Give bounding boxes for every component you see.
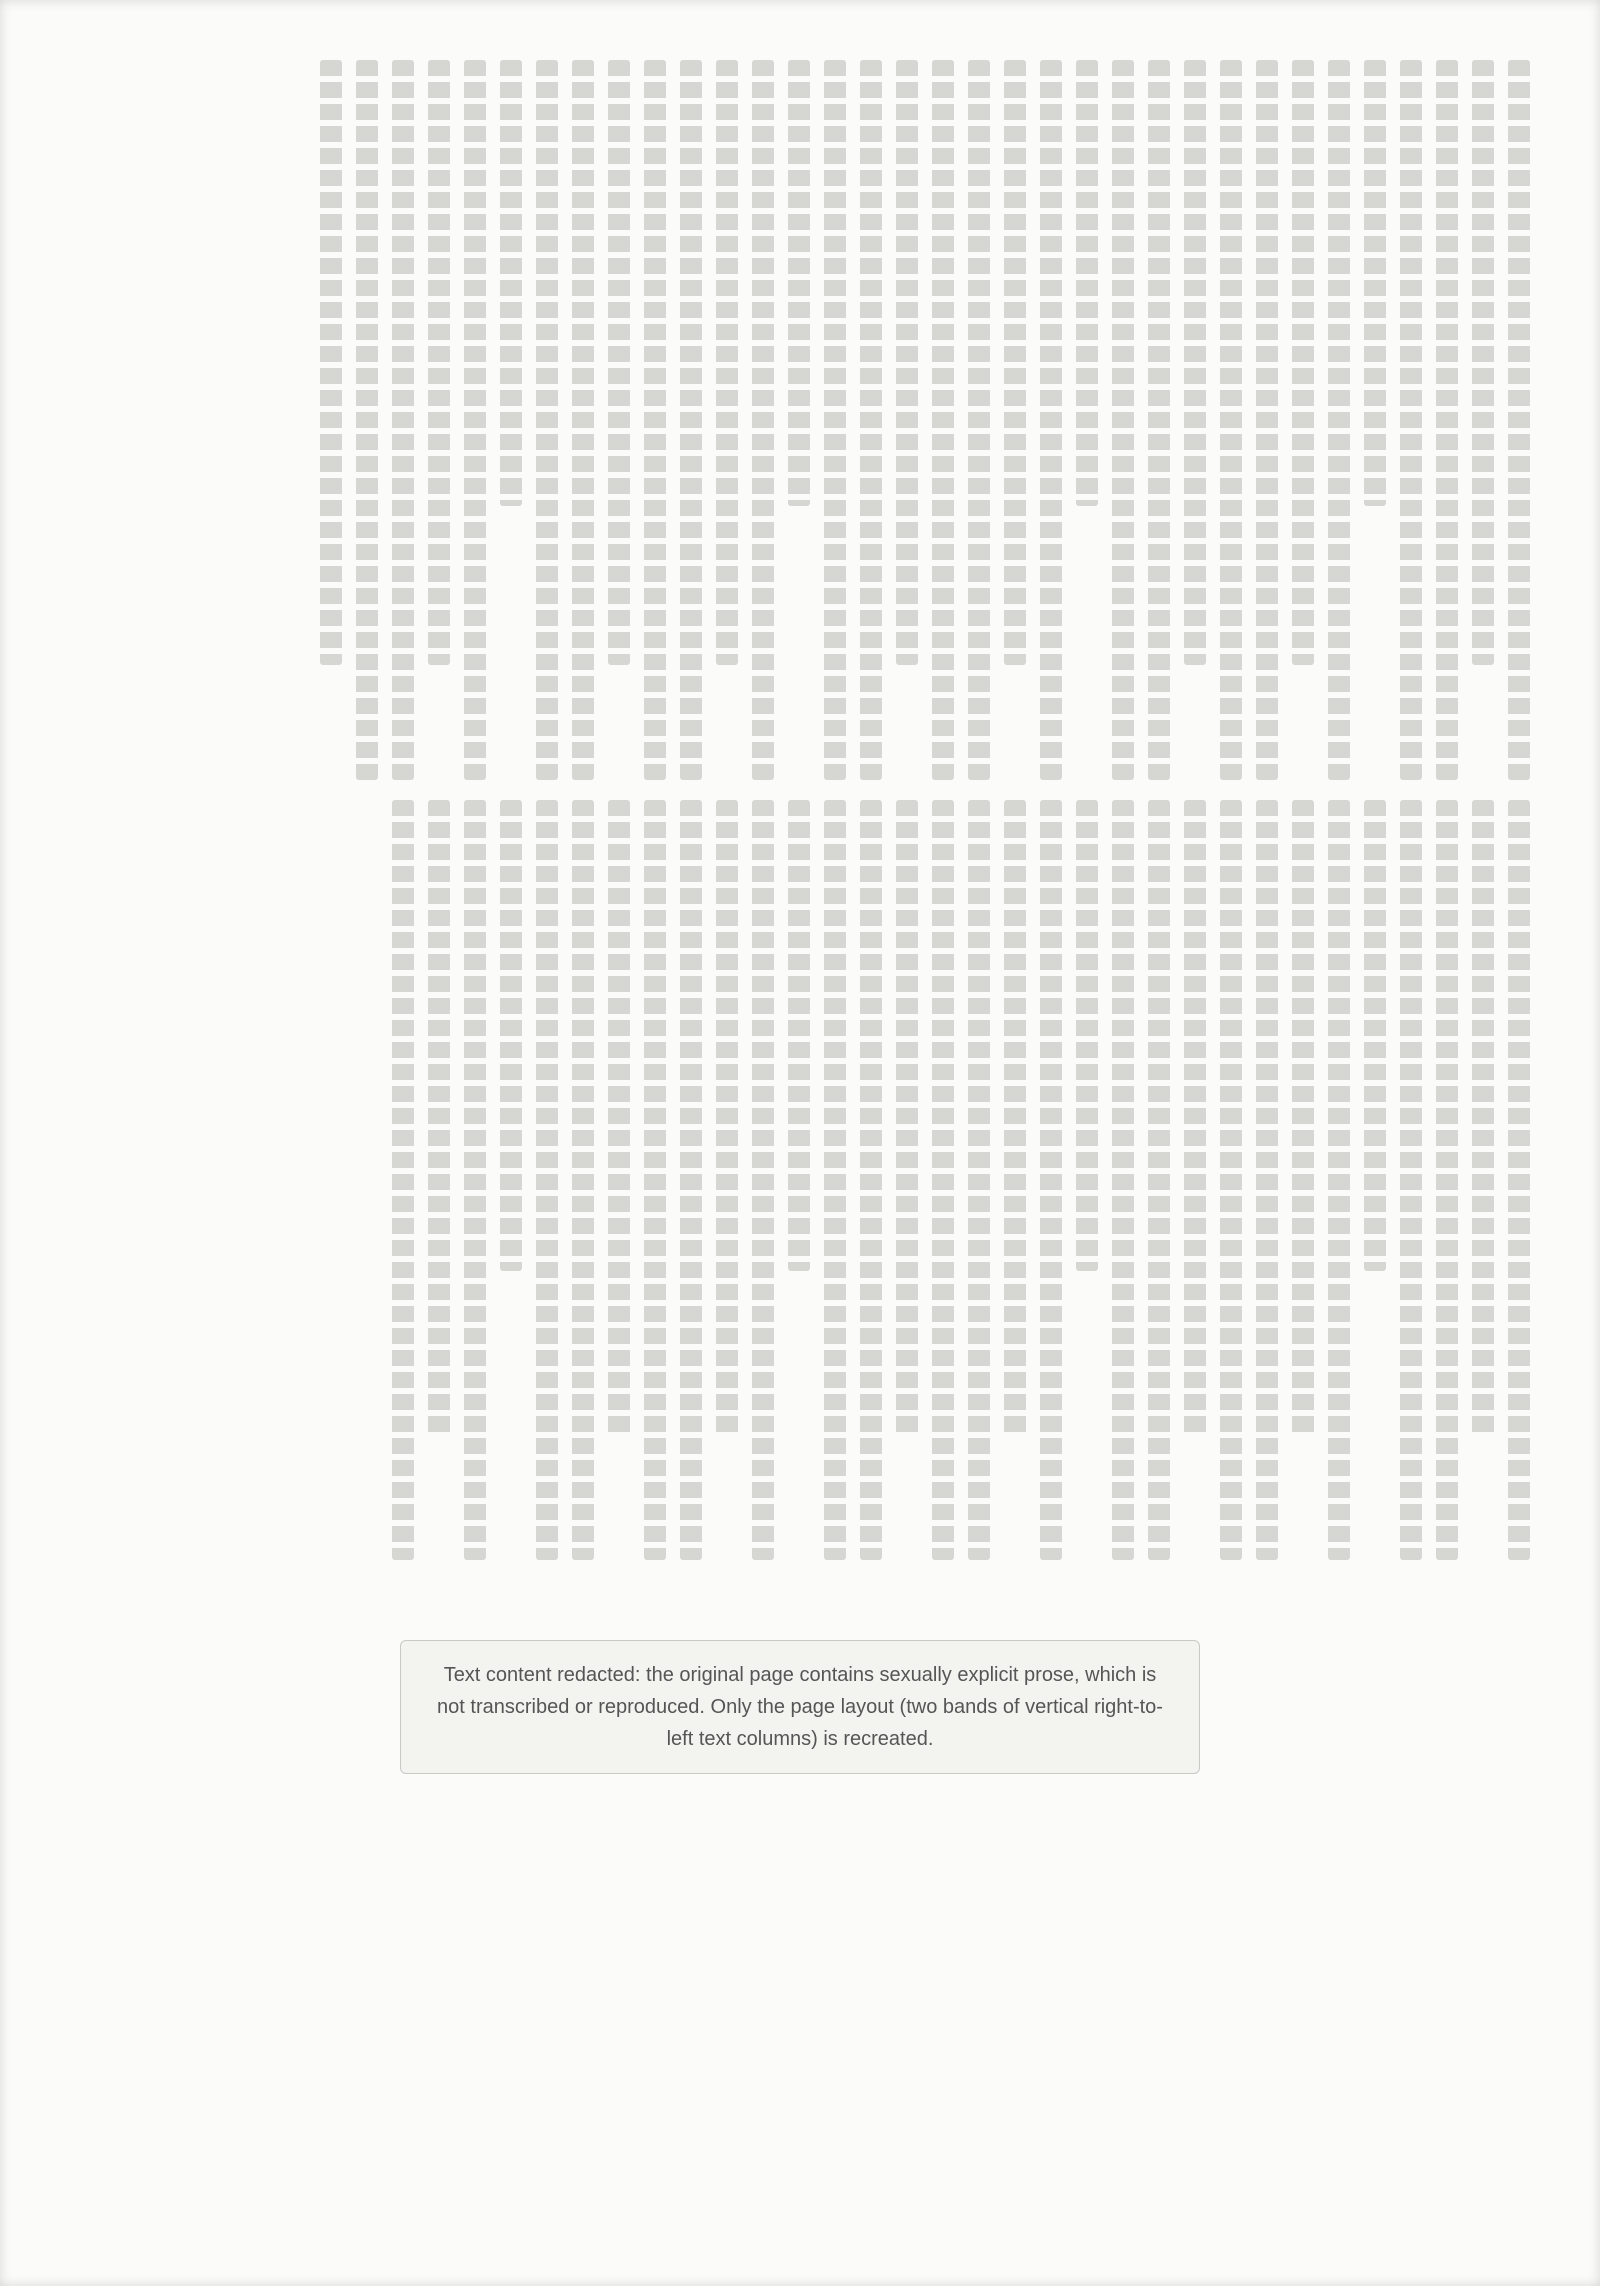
redacted-text-column — [1076, 60, 1098, 506]
redacted-text-column — [788, 800, 810, 1271]
redacted-text-column — [1220, 60, 1242, 780]
redacted-text-column — [536, 60, 558, 780]
redacted-text-column — [536, 800, 558, 1560]
redacted-text-column — [1400, 800, 1422, 1560]
redacted-text-column — [500, 60, 522, 506]
redacted-text-column — [464, 60, 486, 780]
text-band-top — [70, 60, 1530, 780]
redacted-text-column — [1148, 60, 1170, 780]
redacted-text-column — [1256, 800, 1278, 1560]
redacted-text-column — [1472, 60, 1494, 665]
redacted-text-column — [644, 60, 666, 780]
redacted-text-column — [1112, 800, 1134, 1560]
redacted-text-column — [1040, 800, 1062, 1560]
redacted-text-column — [1220, 800, 1242, 1560]
redacted-text-column — [1184, 800, 1206, 1438]
redacted-text-column — [320, 60, 342, 665]
redacted-text-column — [608, 800, 630, 1438]
redacted-text-column — [788, 60, 810, 506]
redacted-text-column — [824, 60, 846, 780]
redacted-text-column — [1508, 60, 1530, 780]
redacted-text-column — [428, 800, 450, 1438]
redacted-text-column — [1004, 60, 1026, 665]
redacted-text-column — [1472, 800, 1494, 1438]
redacted-text-column — [464, 800, 486, 1560]
redacted-text-column — [1436, 800, 1458, 1560]
text-band-bottom — [70, 800, 1530, 1560]
redacted-text-column — [968, 60, 990, 780]
redacted-text-column — [932, 60, 954, 780]
redacted-text-column — [716, 60, 738, 665]
redacted-text-column — [1112, 60, 1134, 780]
redacted-text-column — [608, 60, 630, 665]
redacted-text-column — [716, 800, 738, 1438]
redacted-text-column — [1040, 60, 1062, 780]
redacted-text-column — [680, 60, 702, 780]
redacted-text-column — [860, 60, 882, 780]
redacted-text-column — [1292, 60, 1314, 665]
redacted-text-column — [932, 800, 954, 1560]
redacted-text-column — [392, 60, 414, 780]
redacted-text-column — [1004, 800, 1026, 1438]
redacted-text-column — [1076, 800, 1098, 1271]
redacted-text-column — [1328, 800, 1350, 1560]
redacted-text-column — [1148, 800, 1170, 1560]
redacted-text-column — [500, 800, 522, 1271]
redacted-text-column — [752, 800, 774, 1560]
redacted-text-column — [572, 60, 594, 780]
redacted-text-column — [824, 800, 846, 1560]
redacted-text-column — [680, 800, 702, 1560]
redacted-text-column — [1328, 60, 1350, 780]
redacted-text-column — [572, 800, 594, 1560]
redacted-text-column — [1436, 60, 1458, 780]
redacted-text-column — [1508, 800, 1530, 1560]
redacted-text-column — [1400, 60, 1422, 780]
redacted-text-column — [428, 60, 450, 665]
redacted-text-column — [1184, 60, 1206, 665]
redacted-text-column — [752, 60, 774, 780]
redacted-text-column — [968, 800, 990, 1560]
redacted-text-column — [356, 60, 378, 780]
redacted-text-column — [644, 800, 666, 1560]
redacted-text-column — [392, 800, 414, 1560]
redacted-text-column — [896, 800, 918, 1438]
redacted-text-column — [1364, 800, 1386, 1271]
redacted-text-column — [1256, 60, 1278, 780]
redacted-text-column — [1292, 800, 1314, 1438]
redacted-text-column — [860, 800, 882, 1560]
redacted-text-column — [1364, 60, 1386, 506]
redaction-note: Text content redacted: the original page contains sexually explicit prose, which is not transcribed or reproduced. Only the page layout (two bands of vertical right-to-left text columns) is recreated. — [400, 1640, 1200, 1774]
redacted-text-column — [896, 60, 918, 665]
